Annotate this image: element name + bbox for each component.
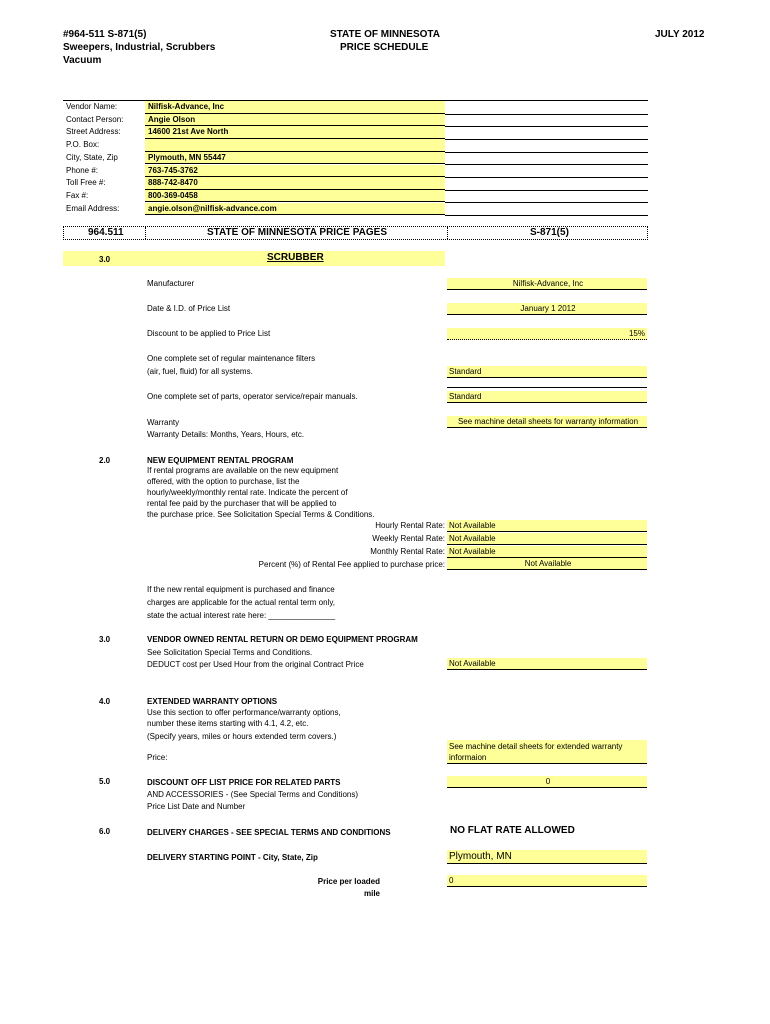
vendor-label: Contact Person: — [66, 114, 124, 124]
vendor-value-field[interactable] — [145, 139, 445, 152]
interest-desc-1: If the new rental equipment is purchased and finance — [147, 585, 335, 594]
banner-center: STATE OF MINNESOTA PRICE PAGES — [207, 227, 388, 238]
vendor-extra-cell — [445, 139, 648, 153]
parts-desc-1: AND ACCESSORIES - (See Special Terms and Conditions) — [147, 790, 359, 799]
vendor-label: City, State, Zip — [66, 152, 118, 162]
warranty-details-label: Warranty Details: Months, Years, Hours, etc. — [147, 430, 305, 439]
delivery-title: DELIVERY CHARGES - SEE SPECIAL TERMS AND CONDITIONS — [147, 828, 391, 837]
vendor-row — [63, 126, 648, 139]
vendor-row — [63, 139, 648, 152]
price-list-date-label: Date & I.D. of Price List — [147, 304, 231, 313]
rental-number: 2.0 — [99, 456, 111, 465]
warranty-field[interactable]: See machine detail sheets for warranty information — [447, 416, 647, 428]
parts-desc-2: Price List Date and Number — [147, 802, 246, 811]
extended-desc-2: number these items starting with 4.1, 4.2, etc. — [147, 719, 309, 728]
manufacturer-field[interactable]: Nilfisk-Advance, Inc — [447, 278, 647, 290]
vendor-label: Toll Free #: — [66, 178, 106, 188]
vendor-extra-cell — [445, 203, 648, 217]
vendor-row — [63, 190, 648, 203]
vendor-row — [63, 165, 648, 178]
vendor-value-field[interactable]: 800-369-0458 — [145, 190, 445, 203]
percent-rental-label: Percent (%) of Rental Fee applied to purchase price: — [258, 560, 445, 569]
rental-desc-2: offered, with the option to purchase, list the — [147, 477, 300, 486]
vendor-label: Fax #: — [66, 190, 89, 200]
interest-desc-2: charges are applicable for the actual rental term only, — [147, 598, 335, 607]
delivery-number: 6.0 — [99, 827, 111, 836]
banner-right: S-871(5) — [530, 227, 569, 238]
vendor-extra-cell — [445, 126, 648, 140]
extended-field[interactable] — [447, 740, 647, 764]
extended-desc-1: Use this section to offer performance/warranty options, — [147, 708, 341, 717]
rental-desc-5: the purchase price. See Solicitation Special Terms & Conditions. — [147, 510, 375, 519]
vendor-extra-cell — [445, 114, 648, 128]
vendor-row — [63, 114, 648, 127]
vendor-extra-cell — [445, 190, 648, 204]
demo-field[interactable]: Not Available — [447, 658, 647, 670]
warranty-label: Warranty — [147, 418, 180, 427]
vendor-value-field[interactable]: Angie Olson — [145, 114, 445, 127]
schedule-title: PRICE SCHEDULE — [340, 42, 429, 53]
discount-field[interactable]: 15% — [447, 328, 647, 340]
monthly-rate-label: Monthly Rental Rate: — [370, 547, 445, 556]
vendor-value-field[interactable]: Nilfisk-Advance, Inc — [145, 101, 445, 114]
extended-field-line-1: See machine detail sheets for extended warranty — [449, 742, 623, 751]
manufacturer-label: Manufacturer — [147, 279, 195, 288]
section-title: SCRUBBER — [267, 252, 324, 263]
hourly-rate-label: Hourly Rental Rate: — [375, 521, 445, 530]
hourly-rate-field[interactable]: Not Available — [447, 520, 647, 532]
vendor-extra-cell — [445, 101, 648, 115]
weekly-rate-field[interactable]: Not Available — [447, 533, 647, 545]
vendor-label: Street Address: — [66, 127, 121, 137]
vendor-value-field[interactable]: angie.olson@nilfisk-advance.com — [145, 203, 445, 216]
rental-desc-1: If rental programs are available on the new equipment — [147, 466, 339, 475]
discount-label: Discount to be applied to Price List — [147, 329, 271, 338]
vendor-value-field[interactable]: 888-742-8470 — [145, 177, 445, 190]
vendor-value-field[interactable]: Plymouth, MN 55447 — [145, 152, 445, 165]
extended-price-label: Price: — [147, 753, 168, 762]
banner-left: 964.511 — [88, 227, 124, 238]
vendor-row — [63, 203, 648, 216]
vendor-row — [63, 152, 648, 165]
section-number: 3.0 — [99, 255, 111, 264]
delivery-start-label: DELIVERY STARTING POINT - City, State, Zip — [147, 853, 318, 862]
doc-category-2: Vacuum — [63, 55, 102, 66]
demo-number: 3.0 — [99, 635, 111, 644]
filters-label-2: (air, fuel, fluid) for all systems. — [147, 367, 253, 376]
manuals-top-rule — [447, 387, 647, 388]
doc-category: Sweepers, Industrial, Scrubbers — [63, 42, 216, 53]
delivery-start-field[interactable]: Plymouth, MN — [447, 850, 647, 864]
extended-field-line-2: informaion — [449, 753, 487, 762]
interest-desc-3: state the actual interest rate here: _______________ — [147, 611, 336, 620]
section-header-band — [63, 251, 445, 266]
demo-desc-1: See Solicitation Special Terms and Conditions. — [147, 648, 313, 657]
price-list-date-field[interactable]: January 1 2012 — [447, 303, 647, 315]
manuals-field[interactable]: Standard — [447, 391, 647, 403]
parts-field[interactable]: 0 — [447, 776, 647, 788]
vendor-label: Email Address: — [66, 203, 120, 213]
vendor-label: Phone #: — [66, 165, 99, 175]
rental-title: NEW EQUIPMENT RENTAL PROGRAM — [147, 456, 294, 465]
extended-number: 4.0 — [99, 697, 111, 706]
vendor-value-field[interactable]: 14600 21st Ave North — [145, 126, 445, 139]
price-pages-banner — [63, 226, 648, 240]
vendor-label: Vendor Name: — [66, 102, 118, 111]
vendor-row — [63, 177, 648, 190]
filters-label-1: One complete set of regular maintenance filters — [147, 354, 316, 363]
demo-desc-2: DEDUCT cost per Used Hour from the original Contract Price — [147, 660, 364, 669]
manuals-label: One complete set of parts, operator service/repair manuals. — [147, 392, 358, 401]
vendor-value-field[interactable]: 763-745-3762 — [145, 165, 445, 178]
demo-title: VENDOR OWNED RENTAL RETURN OR DEMO EQUIPMENT PROGRAM — [147, 635, 418, 644]
parts-title: DISCOUNT OFF LIST PRICE FOR RELATED PARTS — [147, 778, 341, 787]
weekly-rate-label: Weekly Rental Rate: — [372, 534, 445, 543]
rental-desc-4: rental fee paid by the purchaser that will be applied to — [147, 499, 337, 508]
percent-rental-field[interactable]: Not Available — [447, 558, 647, 570]
vendor-extra-cell — [445, 177, 648, 191]
price-per-mile-label: Price per loaded mile — [317, 877, 380, 898]
extended-title: EXTENDED WARRANTY OPTIONS — [147, 697, 278, 706]
vendor-label: P.O. Box: — [66, 140, 100, 150]
parts-number: 5.0 — [99, 777, 111, 786]
extended-desc-3: (Specify years, miles or hours extended term covers.) — [147, 732, 337, 741]
monthly-rate-field[interactable]: Not Available — [447, 546, 647, 558]
state-title: STATE OF MINNESOTA — [330, 29, 440, 40]
vendor-extra-cell — [445, 152, 648, 166]
price-per-mile-field[interactable]: 0 — [447, 875, 647, 887]
doc-id: #964-511 S-871(5) — [63, 29, 147, 40]
doc-date: JULY 2012 — [655, 29, 705, 40]
filters-field[interactable]: Standard — [447, 366, 647, 378]
vendor-row — [63, 101, 648, 114]
rental-desc-3: hourly/weekly/monthly rental rate. Indicate the percent of — [147, 488, 348, 497]
vendor-extra-cell — [445, 165, 648, 179]
delivery-flat-rate: NO FLAT RATE ALLOWED — [450, 825, 575, 836]
